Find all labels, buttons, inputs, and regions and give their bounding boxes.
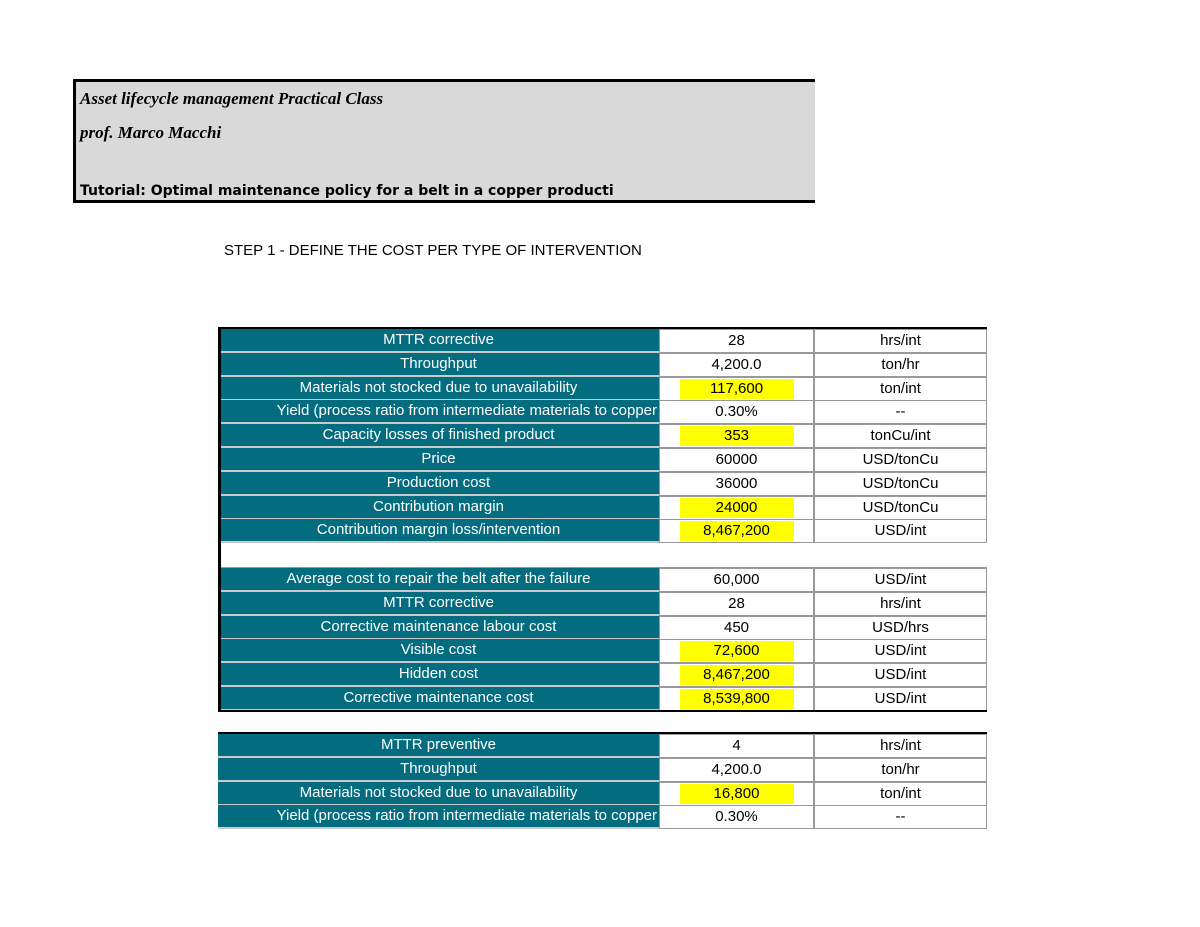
row-unit[interactable]: tonCu/int (814, 424, 987, 448)
row-unit[interactable]: USD/int (814, 687, 987, 711)
row-value[interactable]: 28 (659, 329, 814, 353)
highlighted-value: 8,467,200 (680, 665, 794, 685)
row-label[interactable]: Visible cost (218, 639, 659, 663)
row-unit[interactable]: USD/int (814, 639, 987, 663)
row-value[interactable]: 36000 (659, 472, 814, 496)
row-unit[interactable]: -- (814, 805, 987, 829)
table-row (218, 353, 987, 377)
table-row (218, 805, 987, 829)
row-label[interactable]: MTTR corrective (218, 592, 659, 616)
table-row (218, 329, 987, 353)
row-unit[interactable]: hrs/int (814, 734, 987, 758)
row-unit[interactable]: USD/tonCu (814, 472, 987, 496)
highlighted-value: 16,800 (680, 784, 794, 804)
table-row (218, 758, 987, 782)
table-row (218, 448, 987, 472)
row-label[interactable]: Throughput (218, 758, 659, 782)
row-label[interactable]: Corrective maintenance labour cost (218, 616, 659, 640)
professor-name: prof. Marco Macchi (80, 123, 222, 142)
row-unit[interactable]: USD/hrs (814, 616, 987, 640)
row-value[interactable]: 4,200.0 (659, 353, 814, 377)
row-label[interactable]: Yield (process ratio from intermediate materials to copper (218, 805, 659, 829)
highlighted-value: 8,467,200 (680, 521, 794, 541)
row-value[interactable]: 0.30% (659, 805, 814, 829)
row-unit[interactable]: USD/tonCu (814, 448, 987, 472)
row-label[interactable]: Average cost to repair the belt after the failure (218, 568, 659, 592)
course-title: Asset lifecycle management Practical Class (80, 89, 384, 108)
table-row (218, 472, 987, 496)
row-value[interactable] (659, 663, 814, 687)
table-row (218, 592, 987, 616)
highlighted-value: 353 (680, 426, 794, 446)
row-unit[interactable]: ton/int (814, 782, 987, 806)
row-value[interactable] (659, 782, 814, 806)
title-block (73, 79, 815, 203)
highlighted-value: 24000 (680, 498, 794, 518)
row-label[interactable]: Throughput (218, 353, 659, 377)
table-row (218, 519, 987, 543)
table-row (218, 424, 987, 448)
row-value[interactable]: 4,200.0 (659, 758, 814, 782)
row-label[interactable]: MTTR preventive (218, 734, 659, 758)
table-border (218, 327, 987, 329)
row-label[interactable]: Contribution margin (218, 496, 659, 520)
table-border (218, 732, 987, 734)
row-value[interactable] (659, 496, 814, 520)
row-value[interactable]: 28 (659, 592, 814, 616)
row-unit[interactable]: hrs/int (814, 592, 987, 616)
row-unit[interactable]: USD/tonCu (814, 496, 987, 520)
row-unit[interactable]: hrs/int (814, 329, 987, 353)
table-row (218, 377, 987, 401)
row-label[interactable]: Price (218, 448, 659, 472)
table-border (218, 710, 987, 712)
row-unit[interactable]: ton/hr (814, 758, 987, 782)
row-unit[interactable]: USD/int (814, 568, 987, 592)
row-label[interactable]: Materials not stocked due to unavailability (218, 782, 659, 806)
row-value[interactable]: 60000 (659, 448, 814, 472)
row-value[interactable] (659, 377, 814, 401)
row-unit[interactable]: -- (814, 400, 987, 424)
table-row (218, 400, 987, 424)
table-row (218, 734, 987, 758)
row-label[interactable]: Contribution margin loss/intervention (218, 519, 659, 543)
row-value[interactable]: 60,000 (659, 568, 814, 592)
row-value[interactable]: 0.30% (659, 400, 814, 424)
row-value[interactable] (659, 424, 814, 448)
row-label[interactable]: MTTR corrective (218, 329, 659, 353)
row-label[interactable]: Materials not stocked due to unavailability (218, 377, 659, 401)
step-title: STEP 1 - DEFINE THE COST PER TYPE OF INTERVENTION (224, 242, 642, 259)
row-unit[interactable]: USD/int (814, 663, 987, 687)
row-unit[interactable]: ton/hr (814, 353, 987, 377)
table-row (218, 496, 987, 520)
row-unit[interactable]: ton/int (814, 377, 987, 401)
highlighted-value: 8,539,800 (680, 689, 794, 709)
table-row (218, 687, 987, 711)
table-row (218, 782, 987, 806)
tutorial-title: Tutorial: Optimal maintenance policy for a belt in a copper producti (80, 183, 614, 199)
row-unit[interactable]: USD/int (814, 519, 987, 543)
row-value[interactable] (659, 639, 814, 663)
row-label[interactable]: Capacity losses of finished product (218, 424, 659, 448)
table-border (218, 327, 221, 712)
table-row (218, 616, 987, 640)
row-value[interactable] (659, 687, 814, 711)
blank-row (221, 544, 987, 568)
row-value[interactable] (659, 519, 814, 543)
highlighted-value: 72,600 (680, 641, 794, 661)
row-label[interactable]: Yield (process ratio from intermediate materials to copper (218, 400, 659, 424)
row-value[interactable]: 4 (659, 734, 814, 758)
table-row (218, 663, 987, 687)
table-row (218, 639, 987, 663)
table-row (218, 568, 987, 592)
row-label[interactable]: Hidden cost (218, 663, 659, 687)
row-label[interactable]: Corrective maintenance cost (218, 687, 659, 711)
row-label[interactable]: Production cost (218, 472, 659, 496)
row-value[interactable]: 450 (659, 616, 814, 640)
highlighted-value: 117,600 (680, 379, 794, 399)
